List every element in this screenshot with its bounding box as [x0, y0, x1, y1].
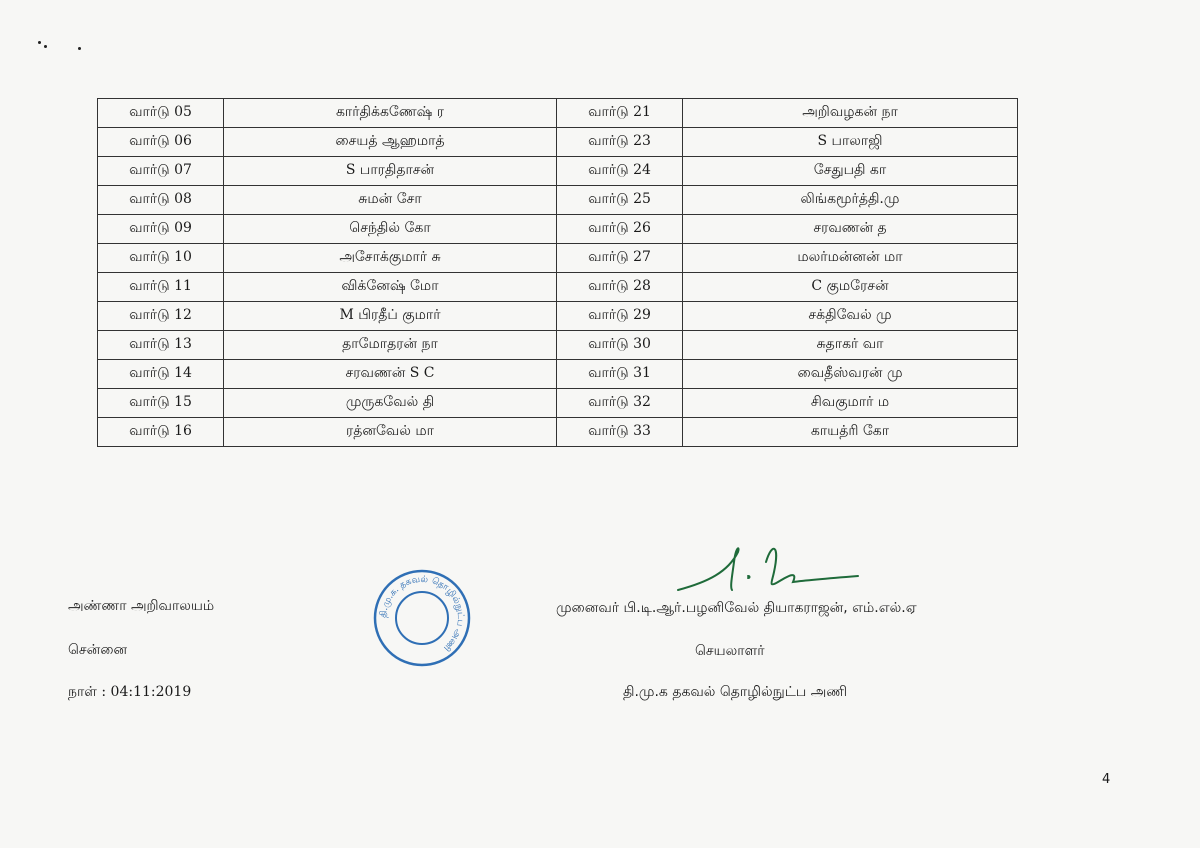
table-row: [98, 331, 1018, 360]
ward-number-cell: வார்டு 13: [98, 331, 224, 360]
ward-assignment-table: [97, 98, 1018, 447]
member-name-cell: M பிரதீப் குமார்: [224, 302, 557, 331]
member-name-cell: ரத்னவேல் மா: [224, 418, 557, 447]
scan-dots: [30, 35, 90, 55]
ward-number-cell: வார்டு 11: [98, 273, 224, 302]
table-row: [98, 215, 1018, 244]
table-row: [98, 302, 1018, 331]
ward-number-cell: வார்டு 31: [557, 360, 683, 389]
ward-table-body: [98, 99, 1018, 447]
member-name-cell: அசோக்குமார் சு: [224, 244, 557, 273]
member-name-cell: முருகவேல் தி: [224, 389, 557, 418]
table-row: [98, 186, 1018, 215]
member-name-cell: சக்திவேல் மு: [683, 302, 1018, 331]
member-name-cell: சிவகுமார் ம: [683, 389, 1018, 418]
ward-number-cell: வார்டு 06: [98, 128, 224, 157]
ward-number-cell: வார்டு 07: [98, 157, 224, 186]
signatory-organization: தி.மு.க தகவல் தொழில்நுட்ப அணி: [623, 684, 848, 700]
member-name-cell: C குமரேசன்: [683, 273, 1018, 302]
table-row: [98, 389, 1018, 418]
member-name-cell: காயத்ரி கோ: [683, 418, 1018, 447]
page-number: 4: [1102, 772, 1111, 787]
ward-number-cell: வார்டு 12: [98, 302, 224, 331]
member-name-cell: S பாலாஜி: [683, 128, 1018, 157]
signatory-title: செயலாளர்: [695, 643, 765, 659]
member-name-cell: கார்திக்கணேஷ் ர: [224, 99, 557, 128]
ward-number-cell: வார்டு 15: [98, 389, 224, 418]
member-name-cell: S பாரதிதாசன்: [224, 157, 557, 186]
footer-date: நாள் : 04:11:2019: [68, 684, 192, 700]
member-name-cell: மலர்மன்னன் மா: [683, 244, 1018, 273]
signature: [668, 532, 868, 602]
ward-number-cell: வார்டு 09: [98, 215, 224, 244]
ward-number-cell: வார்டு 16: [98, 418, 224, 447]
member-name-cell: சையத் ஆஹமாத்: [224, 128, 557, 157]
table-row: [98, 128, 1018, 157]
table-row: [98, 273, 1018, 302]
ward-number-cell: வார்டு 23: [557, 128, 683, 157]
footer-city: சென்னை: [68, 642, 128, 658]
table-row: [98, 244, 1018, 273]
svg-text:தி.மு.க. தகவல் தொழில்நுட்ப அணி: [379, 575, 465, 653]
member-name-cell: சுமன் சோ: [224, 186, 557, 215]
ward-number-cell: வார்டு 24: [557, 157, 683, 186]
signatory-name: முனைவர் பி.டி.ஆர்.பழனிவேல் தியாகராஜன், எம்.எல்.ஏ: [556, 600, 917, 616]
ward-number-cell: வார்டு 33: [557, 418, 683, 447]
ward-number-cell: வார்டு 14: [98, 360, 224, 389]
footer-place: அண்ணா அறிவாலயம்: [68, 598, 215, 614]
ward-number-cell: வார்டு 10: [98, 244, 224, 273]
member-name-cell: சரவணன் S C: [224, 360, 557, 389]
ward-number-cell: வார்டு 26: [557, 215, 683, 244]
ward-number-cell: வார்டு 27: [557, 244, 683, 273]
member-name-cell: லிங்கமூர்த்தி.மு: [683, 186, 1018, 215]
member-name-cell: விக்னேஷ் மோ: [224, 273, 557, 302]
ward-number-cell: வார்டு 21: [557, 99, 683, 128]
member-name-cell: சேதுபதி கா: [683, 157, 1018, 186]
table-row: [98, 360, 1018, 389]
ward-number-cell: வார்டு 29: [557, 302, 683, 331]
member-name-cell: சுதாகர் வா: [683, 331, 1018, 360]
table-row: [98, 99, 1018, 128]
member-name-cell: அறிவழகன் நா: [683, 99, 1018, 128]
ward-number-cell: வார்டு 28: [557, 273, 683, 302]
member-name-cell: தாமோதரன் நா: [224, 331, 557, 360]
member-name-cell: செந்தில் கோ: [224, 215, 557, 244]
seal-text: தி.மு.க. தகவல் தொழில்நுட்ப அணி: [378, 574, 466, 653]
table-row: [98, 157, 1018, 186]
ward-number-cell: வார்டு 25: [557, 186, 683, 215]
ward-number-cell: வார்டு 05: [98, 99, 224, 128]
member-name-cell: வைதீஸ்வரன் மு: [683, 360, 1018, 389]
ward-number-cell: வார்டு 30: [557, 331, 683, 360]
ward-number-cell: வார்டு 08: [98, 186, 224, 215]
organization-seal: [372, 568, 472, 668]
table-row: [98, 418, 1018, 447]
member-name-cell: சரவணன் த: [683, 215, 1018, 244]
ward-number-cell: வார்டு 32: [557, 389, 683, 418]
